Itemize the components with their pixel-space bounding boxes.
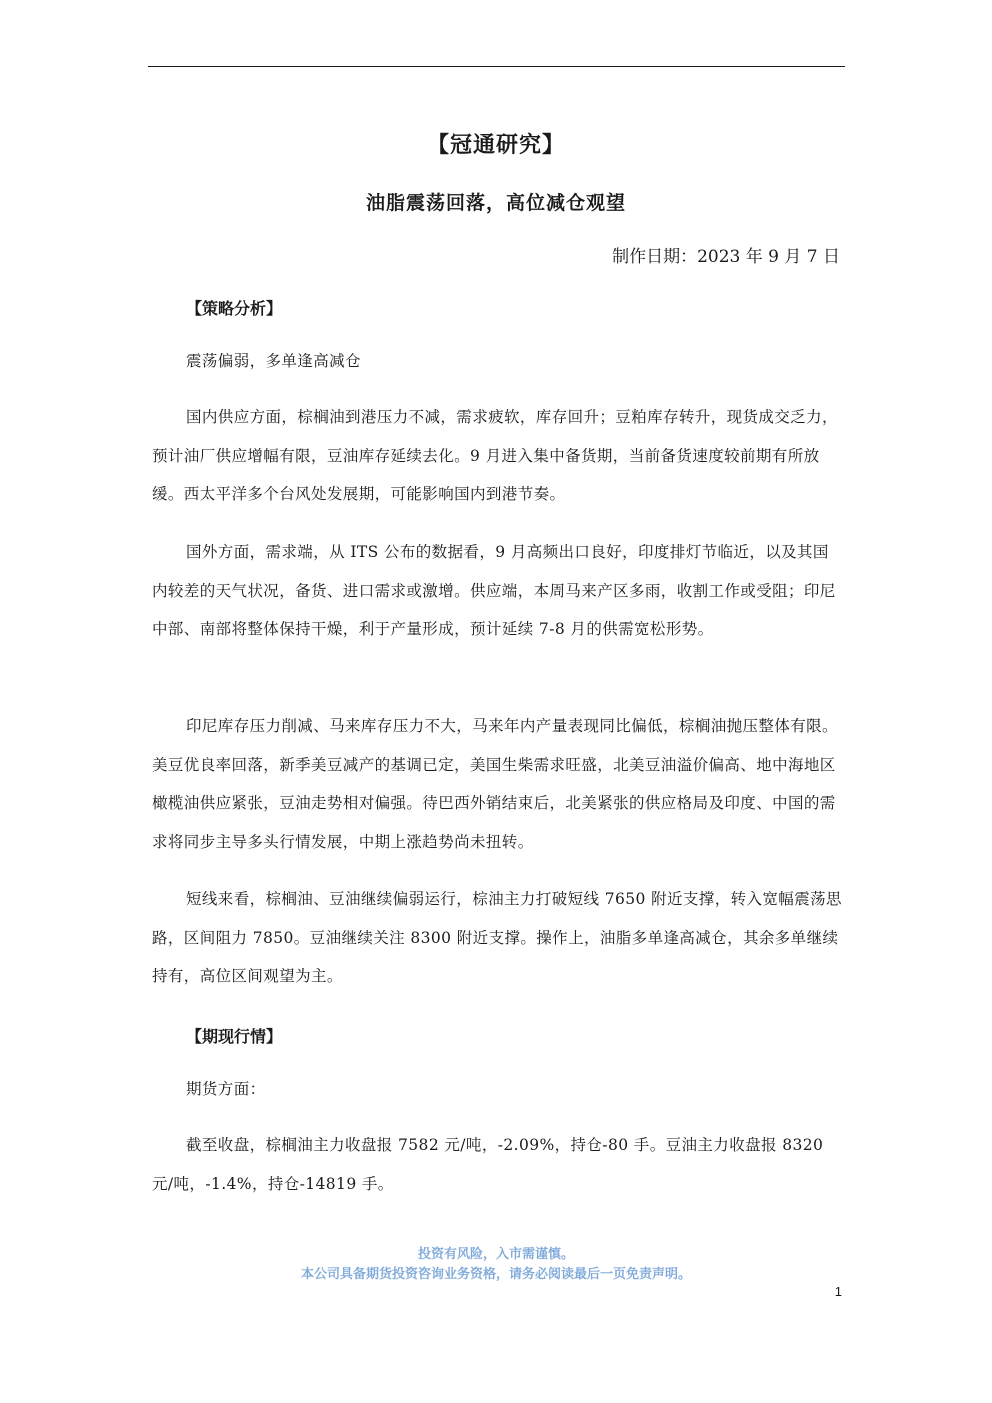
document-title: 油脂震荡回落，高位减仓观望: [365, 192, 626, 214]
futures-intro: 期货方面：: [186, 1080, 266, 1098]
paragraph-inventory: 印尼库存压力削减、马来库存压力不大，马来年内产量表现同比偏低，棕榈油抛压整体有限。美豆优良率回落，新季美豆减产的基调已定，美国生柴需求旺盛，北美豆油溢价偏高、地中海地区橄榄油供应紧张，豆油走势相对偏强。待巴西外销结束后，北美紧张的供应格局及印度、中国的需求将同步主导多头行情发展，中期上涨趋势尚未扭转。: [152, 717, 838, 851]
header-rule: [148, 66, 845, 67]
brand-title: 【冠通研究】: [426, 132, 565, 158]
page-number: 1: [834, 1284, 842, 1299]
section-heading-market: 【期现行情】: [186, 1027, 283, 1046]
disclaimer-notice: 本公司具备期货投资咨询业务资格，请务必阅读最后一页免责声明。: [300, 1267, 691, 1282]
document-date: 制作日期：2023 年 9 月 7 日: [612, 247, 840, 267]
futures-closing-prices: 截至收盘，棕榈油主力收盘报 7582 元/吨，-2.09%，持仓-80 手。豆油主力收盘报 8320 元/吨，-1.4%，持仓-14819 手。: [152, 1136, 824, 1193]
paragraph-domestic-supply: 国内供应方面，棕榈油到港压力不减，需求疲软，库存回升；豆粕库存转升，现货成交乏力，预计油厂供应增幅有限，豆油库存延续去化。9 月进入集中备货期，当前备货速度较前期有所放缓。西太平洋多个台风处发展期，可能影响国内到港节奏。: [152, 408, 838, 503]
strategy-summary: 震荡偏弱，多单逢高减仓: [186, 352, 361, 370]
paragraph-overseas: 国外方面，需求端，从 ITS 公布的数据看，9 月高频出口良好，印度排灯节临近，以及其国内较差的天气状况，备货、进口需求或激增。供应端，本周马来产区多雨，收割工作或受阻；印尼中部、南部将整体保持干燥，利于产量形成，预计延续 7-8 月的供需宽松形势。: [152, 543, 836, 638]
section-heading-strategy: 【策略分析】: [186, 299, 283, 318]
paragraph-short-term: 短线来看，棕榈油、豆油继续偏弱运行，棕油主力打破短线 7650 附近支撑，转入宽幅震荡思路，区间阻力 7850。豆油继续关注 8300 附近支撑。操作上，油脂多单逢高减仓，其余多单继续持有，高位区间观望为主。: [152, 890, 842, 985]
risk-warning: 投资有风险，入市需谨慎。: [417, 1247, 574, 1262]
